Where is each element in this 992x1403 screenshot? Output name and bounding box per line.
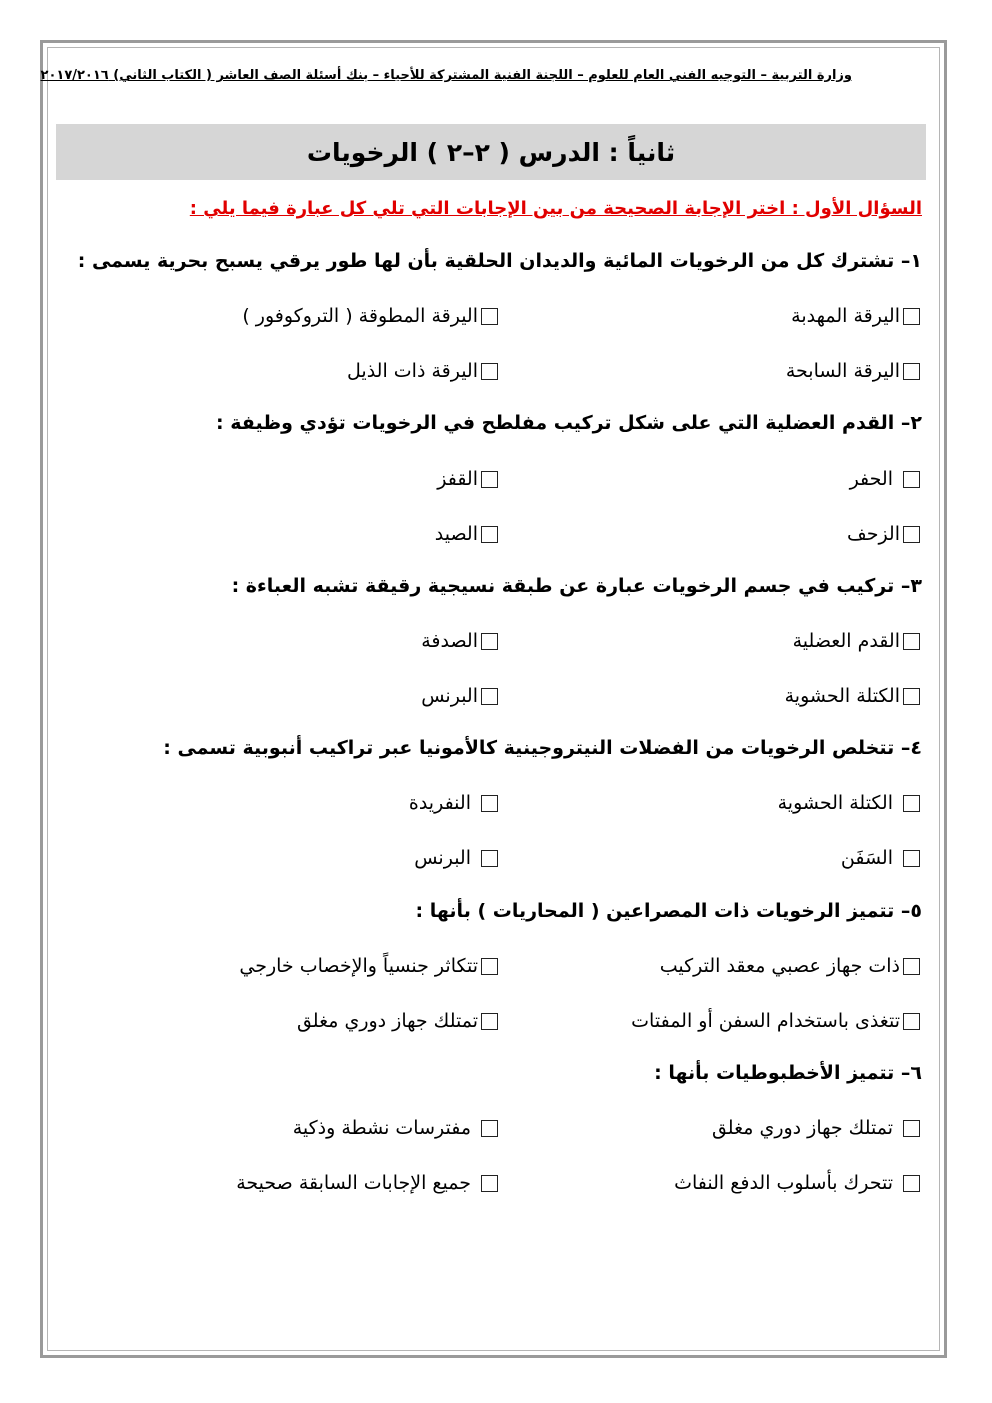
checkbox[interactable] — [903, 850, 920, 867]
question-5: ٥– تتميز الرخويات ذات المصراعين ( المحاريات ) بأنها : — [415, 900, 922, 922]
option-label: تمتلك جهاز دوري مغلق — [296, 1010, 478, 1032]
option-2d[interactable] — [435, 523, 498, 545]
lesson-title-bar — [56, 124, 926, 180]
option-6d[interactable] — [236, 1172, 498, 1194]
option-3d[interactable] — [421, 685, 498, 707]
checkbox[interactable] — [903, 688, 920, 705]
option-6b[interactable] — [293, 1117, 498, 1139]
option-label: تتغذى باستخدام السفن أو المفتات — [631, 1010, 900, 1032]
option-label: اليرقة السابحة — [785, 360, 900, 382]
checkbox[interactable] — [903, 1120, 920, 1137]
lesson-title: ثانياً : الدرس ( ٢–٢ ) الرخويات — [306, 137, 676, 167]
option-5d[interactable] — [297, 1010, 498, 1032]
checkbox[interactable] — [903, 526, 920, 543]
checkbox[interactable] — [481, 795, 498, 812]
checkbox[interactable] — [481, 526, 498, 543]
checkbox[interactable] — [481, 471, 498, 488]
checkbox[interactable] — [481, 1013, 498, 1030]
option-1b[interactable] — [242, 305, 498, 327]
checkbox[interactable] — [481, 1120, 498, 1137]
checkbox[interactable] — [903, 363, 920, 380]
option-label: البرنس — [421, 685, 478, 707]
option-label: الحفر — [849, 468, 893, 490]
option-1a[interactable] — [791, 305, 920, 327]
option-label: السَفَن — [840, 847, 893, 869]
option-3b[interactable] — [421, 630, 498, 652]
checkbox[interactable] — [903, 1013, 920, 1030]
checkbox[interactable] — [481, 1175, 498, 1192]
option-2a[interactable] — [850, 468, 920, 490]
option-label: ذات جهاز عصبي معقد التركيب — [659, 955, 900, 977]
option-6c[interactable] — [674, 1172, 920, 1194]
checkbox[interactable] — [903, 471, 920, 488]
checkbox[interactable] — [481, 688, 498, 705]
question-instruction: السؤال الأول : اختر الإجابة الصحيحة من بين الإجابات التي تلي كل عبارة فيما يلي : — [189, 198, 922, 219]
option-label: اليرقة المهدبة — [791, 305, 900, 327]
option-label: القفز — [437, 468, 478, 490]
option-label: تتحرك بأسلوب الدفع النفاث — [674, 1172, 893, 1194]
option-label: الصيد — [434, 523, 478, 545]
checkbox[interactable] — [903, 308, 920, 325]
checkbox[interactable] — [903, 633, 920, 650]
option-label: تتكاثر جنسياً والإخصاب خارجي — [239, 955, 478, 977]
checkbox[interactable] — [903, 1175, 920, 1192]
option-4d[interactable] — [414, 847, 498, 869]
checkbox[interactable] — [481, 958, 498, 975]
question-4: ٤– تتخلص الرخويات من الفضلات النيتروجينية كالأمونيا عبر تراكيب أنبوبية تسمى : — [163, 737, 922, 759]
checkbox[interactable] — [903, 795, 920, 812]
option-label: النفريدة — [408, 792, 471, 814]
option-label: الكتلة الحشوية — [784, 685, 900, 707]
option-label: جميع الإجابات السابقة صحيحة — [236, 1172, 471, 1194]
option-3a[interactable] — [793, 630, 920, 652]
option-4b[interactable] — [409, 792, 498, 814]
option-5c[interactable] — [631, 1010, 920, 1032]
checkbox[interactable] — [481, 633, 498, 650]
checkbox[interactable] — [481, 308, 498, 325]
question-1: ١– تشترك كل من الرخويات المائية والديدان الحلقية بأن لها طور يرقي يسبح بحرية يسمى : — [77, 250, 922, 272]
option-6a[interactable] — [712, 1117, 920, 1139]
option-1d[interactable] — [347, 360, 498, 382]
option-label: مفترسات نشطة وذكية — [292, 1117, 471, 1139]
option-1c[interactable] — [786, 360, 920, 382]
question-3: ٣– تركيب في جسم الرخويات عبارة عن طبقة نسيجية رقيقة تشبه العباءة : — [231, 575, 922, 597]
option-label: اليرقة ذات الذيل — [347, 360, 478, 382]
option-label: الكتلة الحشوية — [777, 792, 893, 814]
document-header: وزارة التربية – التوجيه الفني العام للعلوم – اللجنة الفنية المشتركة للأحياء – بنك أسئلة الصف العاشر ( الكتاب الثاني) ٢٠١٧/٢٠١٦ — [40, 68, 852, 83]
checkbox[interactable] — [903, 958, 920, 975]
option-4c[interactable] — [841, 847, 920, 869]
checkbox[interactable] — [481, 363, 498, 380]
question-2: ٢– القدم العضلية التي على شكل تركيب مفلطح في الرخويات تؤدي وظيفة : — [216, 412, 922, 434]
option-label: الزحف — [847, 523, 900, 545]
option-2c[interactable] — [847, 523, 920, 545]
option-label: تمتلك جهاز دوري مغلق — [711, 1117, 893, 1139]
question-6: ٦– تتميز الأخطبوطيات بأنها : — [654, 1062, 922, 1084]
option-5a[interactable] — [660, 955, 920, 977]
option-2b[interactable] — [437, 468, 498, 490]
option-label: الصدفة — [421, 630, 478, 652]
checkbox[interactable] — [481, 850, 498, 867]
option-4a[interactable] — [778, 792, 920, 814]
option-3c[interactable] — [785, 685, 920, 707]
option-label: القدم العضلية — [792, 630, 900, 652]
option-label: اليرقة المطوقة ( التروكوفور ) — [242, 305, 478, 327]
option-5b[interactable] — [239, 955, 498, 977]
option-label: البرنس — [414, 847, 471, 869]
